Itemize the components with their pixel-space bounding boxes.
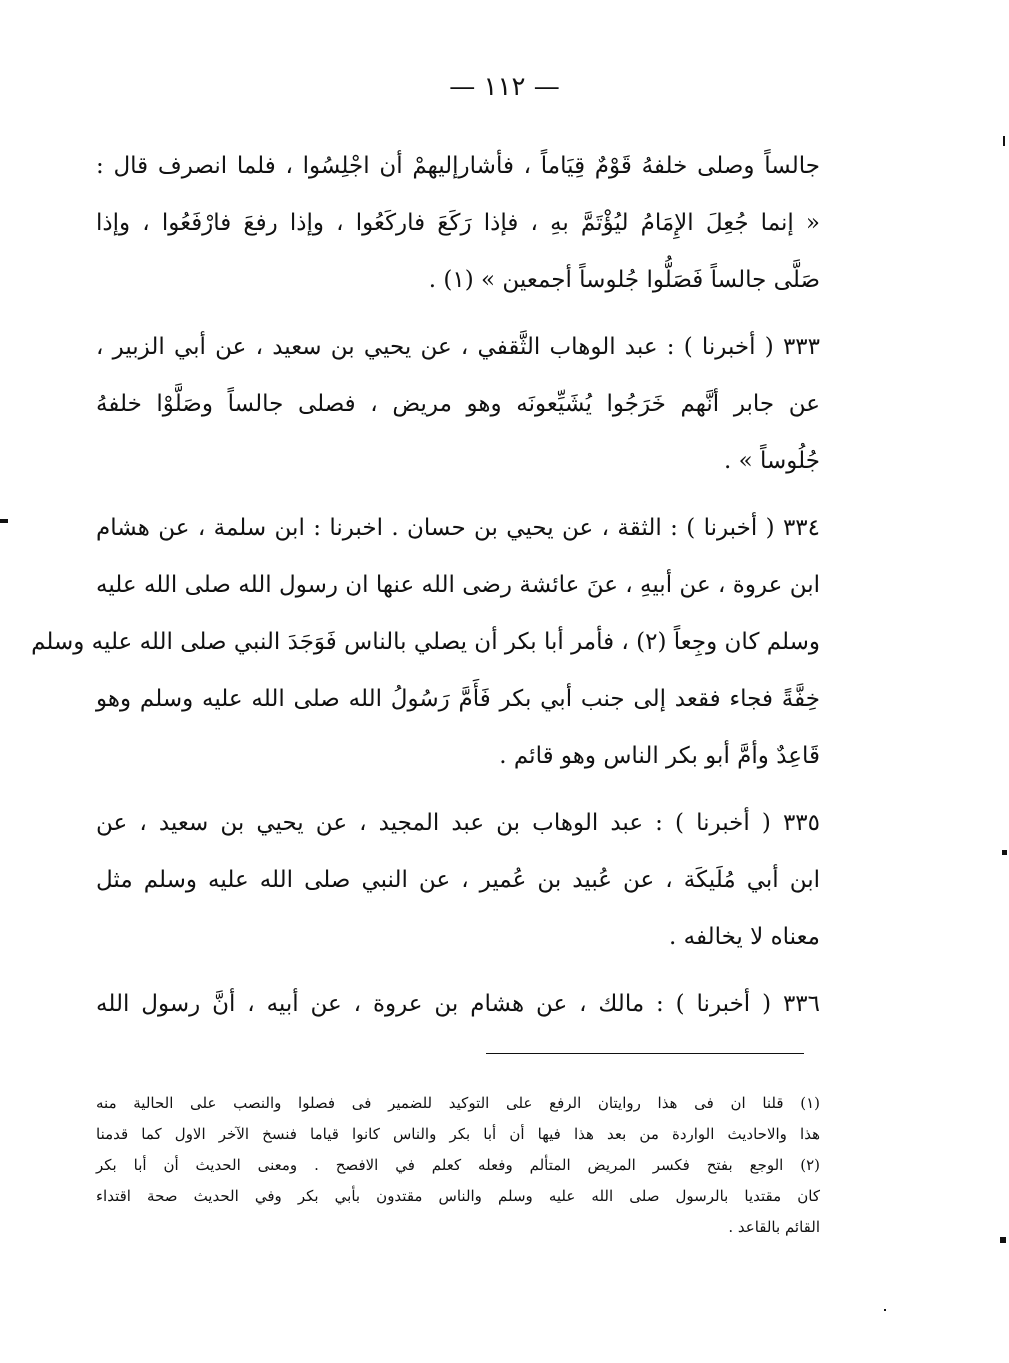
- scan-mark: [884, 1309, 886, 1311]
- footnote-line: (٢) الوجع بفتح فكسر المريض المتألم وفعله كعلم في الافصح . ومعنى الحديث أن أبا بكر: [96, 1156, 820, 1174]
- text-line: ٣٣٣ ( أخبرنا ) : عبد الوهاب الثَّقفي ، عن يحيي بن سعيد ، عن أبي الزبير ،: [96, 334, 820, 360]
- main-text: [31, 138, 821, 1043]
- text-line: ابن أبي مُلَيكَة ، عن عُبيد بن عُمير ، عن النبي صلى الله عليه وسلم مثل: [96, 867, 821, 893]
- paragraph: [96, 138, 820, 309]
- text-line: خِفَّةً فجاء فقعد إلى جنب أبي بكر فَأَمَّ رَسُولُ الله صلى الله عليه وسلم وهو: [96, 686, 820, 712]
- text-line: ٣٣٥ ( أخبرنا ) : عبد الوهاب بن عبد المجيد ، عن يحيي بن سعيد ، عن: [96, 810, 820, 836]
- text-line: ٣٣٤ ( أخبرنا ) : الثقة ، عن يحيي بن حسان . اخبرنا : ابن سلمة ، عن هشام: [96, 515, 820, 541]
- text-line: ٣٣٦ ( أخبرنا ) : مالك ، عن هشام بن عروة ، عن أبيه ، أنَّ رسول الله: [96, 991, 820, 1017]
- text-line: « إنما جُعِلَ الإِمَامُ ليُؤْتَمَّ بهِ ، فإذا رَكَعَ فاركَعُوا ، وإذا رفعَ فارْفَعُوا ، وإذا: [96, 210, 820, 236]
- text-line: معناه لا يخالفه .: [668, 924, 820, 950]
- text-line: عن جابر أنَّهم خَرَجُوا يُشَيِّعونَه وهو مريض ، فصلى جالساً وصَلَّوْا خلفهُ: [96, 391, 820, 417]
- footnote-line: هذا والاحاديث الواردة من بعد هذا فيها أن أبا بكر والناس كانوا قياما فنسخ الآخر الاول كما قدمنا: [96, 1125, 820, 1143]
- text-line: ابن عروة ، عن أبيهِ ، عنَ عائشة رضى الله عنها ان رسول الله صلى الله عليه: [96, 572, 820, 598]
- paragraph: [31, 500, 820, 785]
- paragraph: [96, 319, 820, 490]
- page-number: — ١١٢ —: [449, 72, 560, 102]
- scan-mark: [1000, 1237, 1006, 1243]
- scan-mark: [1002, 850, 1007, 855]
- text-line: جُلُوساً » .: [724, 448, 820, 474]
- footnote-line: القائم بالقاعد .: [728, 1218, 820, 1236]
- footnote: [96, 1088, 820, 1150]
- footnotes: [96, 1088, 820, 1243]
- scan-mark: [0, 519, 8, 523]
- footnote-line: كان مقتديا بالرسول صلى الله عليه وسلم والناس مقتدون بأبي بكر وفي الحديث صحة اقتداء: [96, 1187, 820, 1205]
- text-line: وسلم كان وجِعاً (٢) ، فأمر أبا بكر أن يصلي بالناس فَوَجَدَ النبي صلى الله عليه وسلم: [31, 629, 820, 655]
- paragraph: [96, 976, 820, 1033]
- scan-mark: [1003, 136, 1005, 146]
- footnote: [96, 1150, 820, 1243]
- footnote-line: (١) قلنا ان فى هذا روايتان الرفع على التوكيد للضمير فى فصلوا والنصب على الحالية منه: [96, 1094, 820, 1112]
- paragraph: [96, 795, 820, 966]
- footnote-separator: [486, 1053, 804, 1054]
- text-line: قَاعِدٌ وأمَّ أبو بكر الناس وهو قائم .: [499, 743, 820, 769]
- text-line: جالساً وصلى خلفهُ قَوْمٌ قِيَاماً ، فأشارإليهمْ أن اجْلِسُوا ، فلما انصرف قال :: [96, 153, 820, 179]
- text-line: صَلَّى جالساً فَصَلُّوا جُلوساً أجمعين » (١) .: [428, 267, 820, 293]
